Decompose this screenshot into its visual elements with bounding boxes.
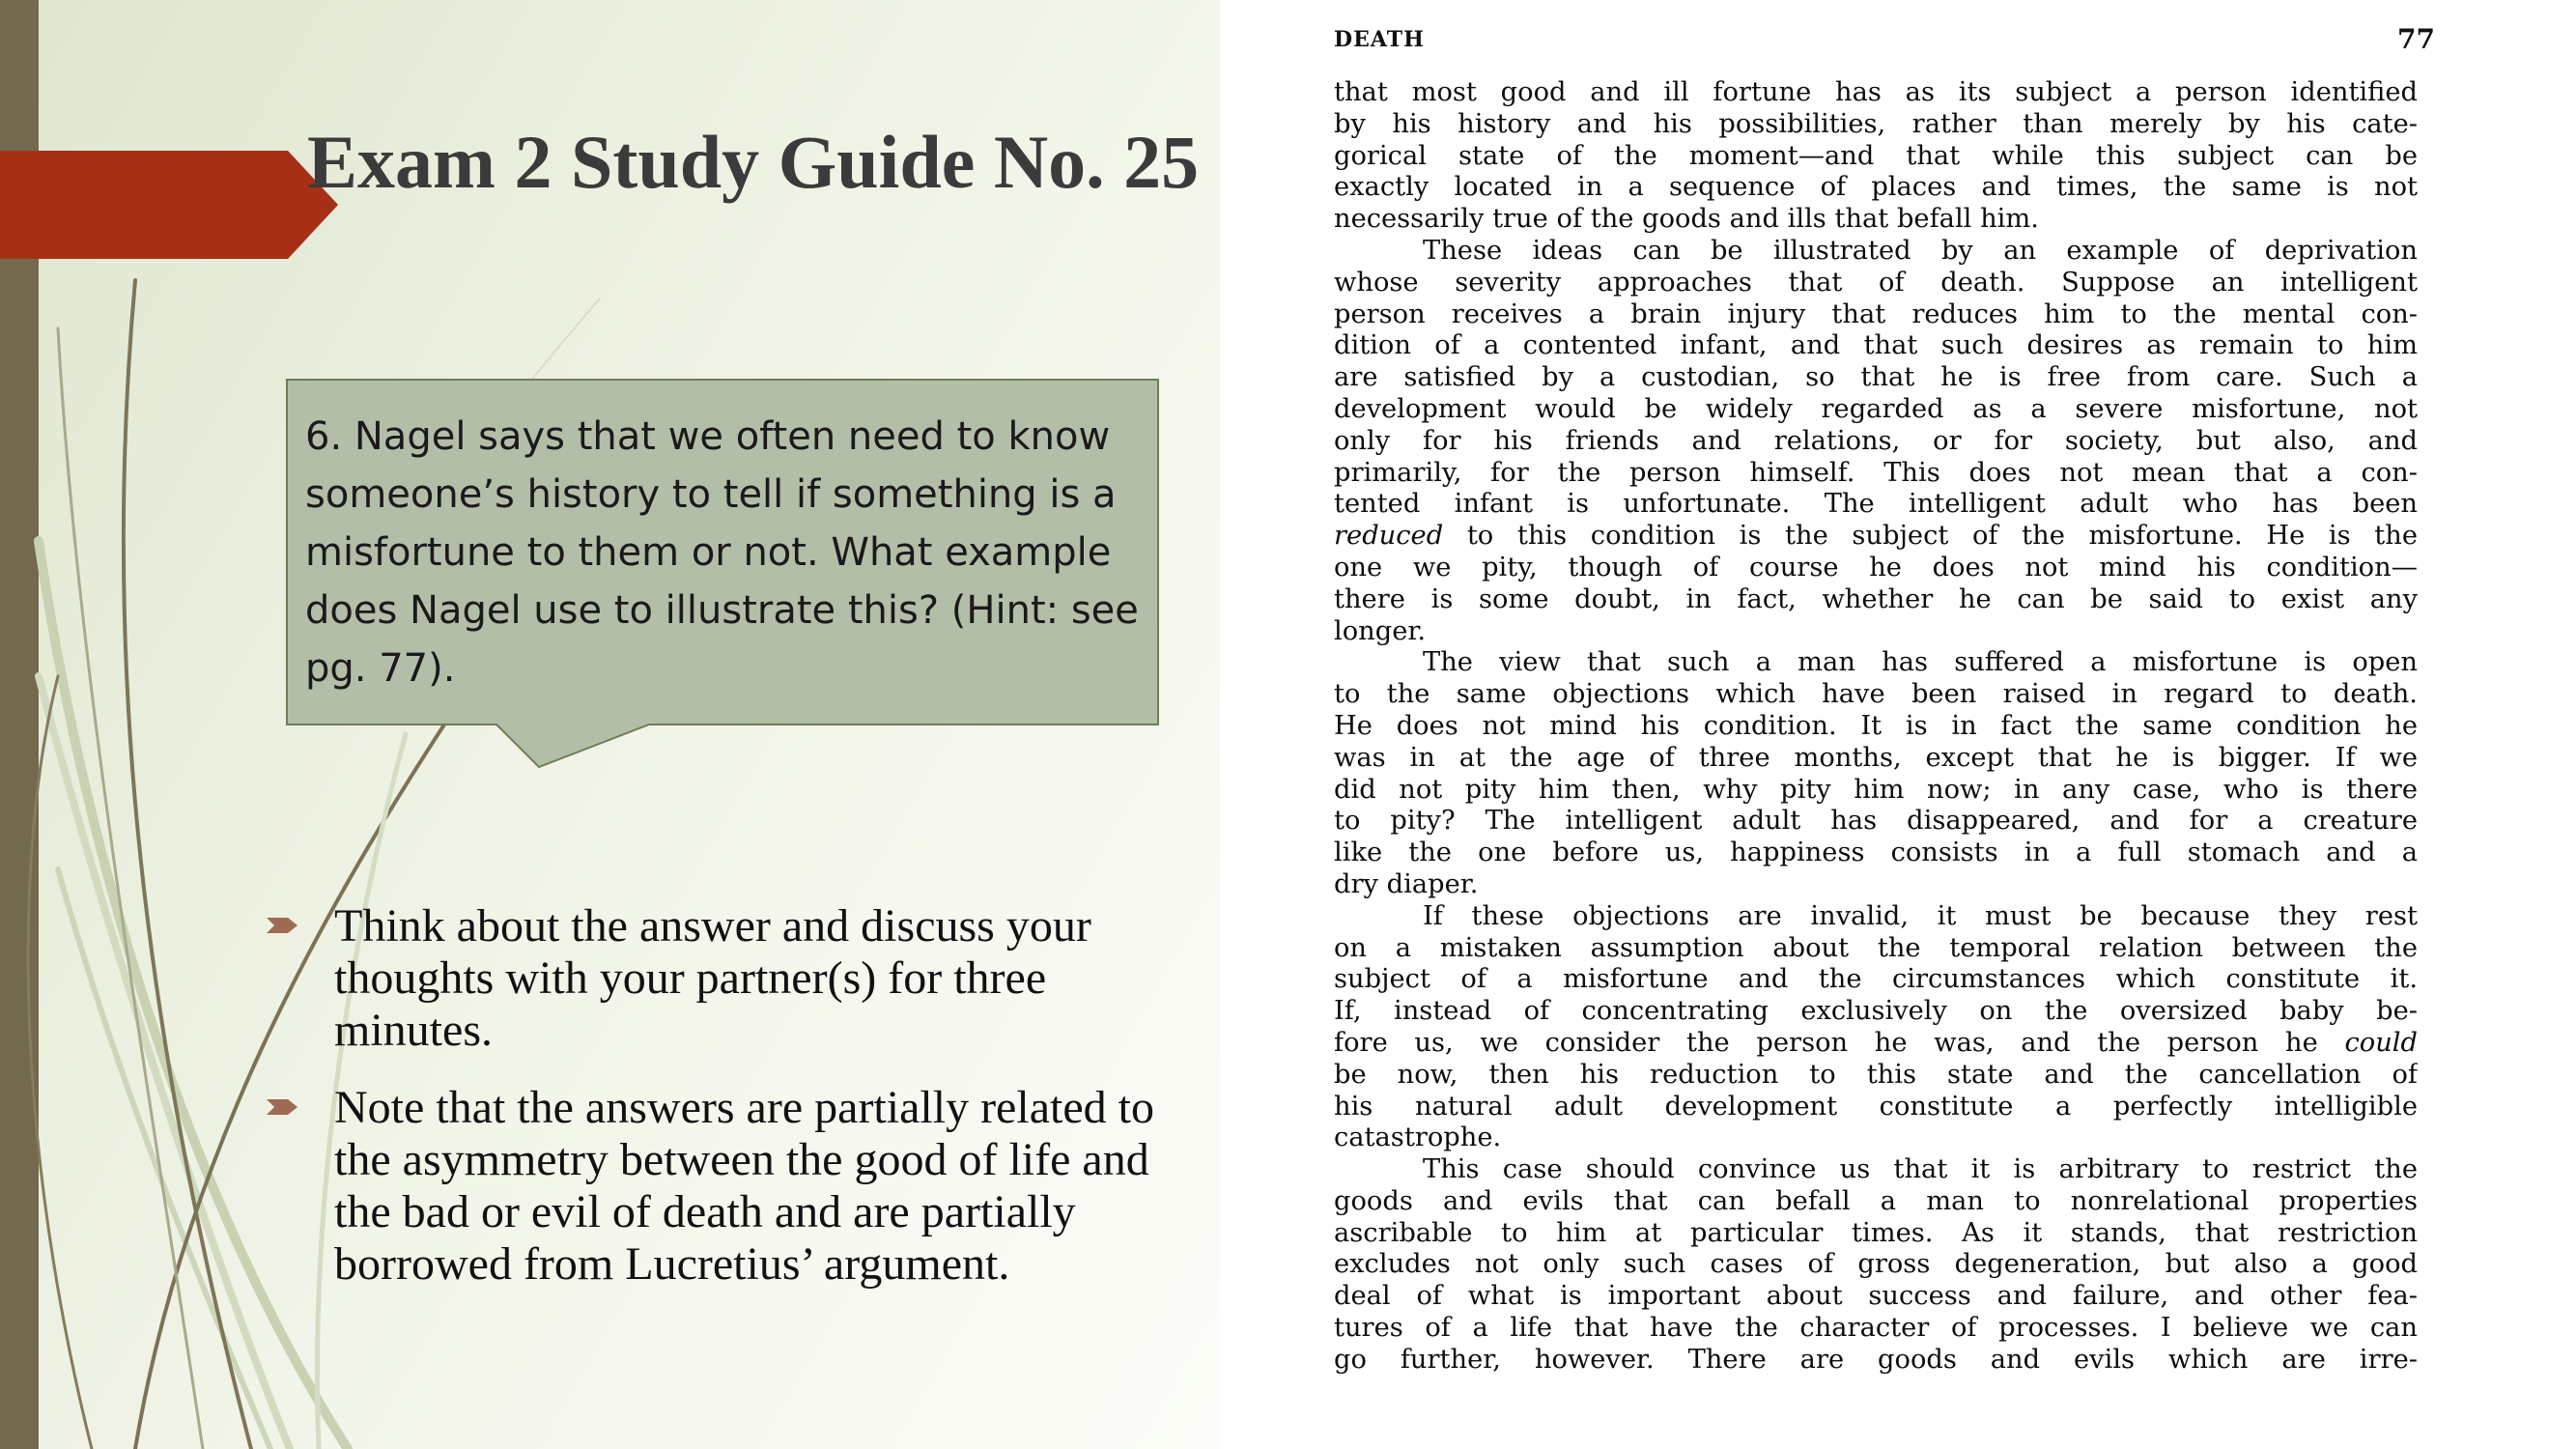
text-line <box>1334 268 2418 299</box>
text-line <box>1334 901 2418 933</box>
book-page-scan <box>1220 0 2576 1449</box>
text-line <box>1334 299 2418 331</box>
text-line <box>1334 204 2418 236</box>
text-line <box>1334 553 2418 584</box>
text-line <box>1334 1313 2418 1345</box>
line-text: longer. <box>1334 615 1427 646</box>
line-text: person receives a brain injury that reduces him to the mental con- <box>1334 298 2418 329</box>
text-line <box>1334 743 2418 775</box>
line-text: go further, however. There are goods and evils which are irre- <box>1334 1344 2418 1375</box>
text-line <box>1334 394 2418 426</box>
line-text: This case should convince us that it is arbitrary to restrict the <box>1423 1154 2418 1185</box>
line-text: to pity? The intelligent adult has disappeared, and for a creature <box>1334 806 2418 837</box>
text-line <box>1334 362 2418 394</box>
text-line <box>1334 1249 2418 1281</box>
line-text: tented infant is unfortunate. The intelligent adult who has been <box>1334 489 2418 520</box>
text-line <box>1334 1218 2418 1250</box>
text-line <box>1334 489 2418 521</box>
bullet-text: Think about the answer and discuss your thoughts with your partner(s) for three minutes. <box>334 900 1091 1056</box>
line-text: to this condition is the subject of the misfortune. He is the <box>1443 521 2418 552</box>
bullet-item <box>261 1082 1198 1291</box>
text-line <box>1334 77 2418 109</box>
text-line <box>1334 1122 2418 1154</box>
line-text: development would be widely regarded as a severe misfortune, not <box>1334 393 2418 424</box>
text-line <box>1334 996 2418 1028</box>
line-text: like the one before us, happiness consists in a full stomach and a <box>1334 838 2418 868</box>
text-line <box>1334 172 2418 204</box>
text-line <box>1334 330 2418 362</box>
line-text: whose severity approaches that of death. Suppose an intelligent <box>1334 267 2418 298</box>
line-text: on a mistaken assumption about the temporal relation between the <box>1334 932 2418 963</box>
bullet-text: Note that the answers are partially related to the asymmetry between the good of life and the bad or evil of death and are partially borrowed from Lucretius’ argument. <box>334 1082 1154 1290</box>
italic-text: reduced <box>1334 521 1444 552</box>
text-line <box>1334 521 2418 553</box>
text-line <box>1334 647 2418 679</box>
line-text: gorical state of the moment—and that while this subject can be <box>1334 140 2418 171</box>
line-text: If these objections are invalid, it must be because they rest <box>1423 900 2418 931</box>
text-line <box>1334 869 2418 901</box>
line-text: ascribable to him at particular times. As it stands, that restriction <box>1334 1217 2418 1248</box>
question-text: 6. Nagel says that we often need to know someone’s history to tell if something is a misfortune to them or not. What example does Nagel use to illustrate this? (Hint: see pg. 77). <box>305 414 1139 691</box>
running-head: DEATH <box>1334 27 1425 52</box>
line-text: If, instead of concentrating exclusively on the oversized baby be- <box>1334 996 2418 1027</box>
text-line <box>1334 1060 2418 1092</box>
text-line <box>1334 1186 2418 1218</box>
text-line <box>1334 775 2418 807</box>
text-line <box>1334 1154 2418 1186</box>
line-text: are satisfied by a custodian, so that he is free from care. Such a <box>1334 362 2418 393</box>
line-text: by his history and his possibilities, rather than merely by his cate- <box>1334 108 2418 139</box>
text-line <box>1334 1281 2418 1313</box>
text-line <box>1334 838 2418 869</box>
text-line <box>1334 458 2418 490</box>
line-text: excludes not only such cases of gross degeneration, but also a good <box>1334 1249 2418 1280</box>
text-line <box>1334 711 2418 743</box>
text-line <box>1334 1092 2418 1123</box>
line-text: These ideas can be illustrated by an example of deprivation <box>1423 235 2418 266</box>
line-text: be now, then his reduction to this state and the cancellation of <box>1334 1059 2418 1090</box>
page-body-text <box>1334 77 2418 1377</box>
line-text: there is some doubt, in fact, whether he can be said to exist any <box>1334 583 2418 614</box>
arrow-bullet-icon <box>267 1095 299 1119</box>
text-line <box>1334 933 2418 965</box>
line-text: his natural adult development constitute a perfectly intelligible <box>1334 1091 2418 1122</box>
italic-text: could <box>2344 1027 2418 1058</box>
text-line <box>1334 679 2418 711</box>
line-text: tures of a life that have the character of processes. I believe we can <box>1334 1313 2418 1344</box>
bullet-list <box>261 900 1198 1316</box>
text-line <box>1334 584 2418 616</box>
text-line <box>1334 616 2418 648</box>
line-text: fore us, we consider the person he was, and the person he <box>1334 1027 2345 1058</box>
text-line <box>1334 1345 2418 1377</box>
line-text: that most good and ill fortune has as its subject a person identified <box>1334 77 2418 107</box>
text-line <box>1334 1028 2418 1060</box>
text-line <box>1334 141 2418 173</box>
text-line <box>1334 109 2418 141</box>
text-line <box>1334 236 2418 268</box>
line-text: to the same objections which have been raised in regard to death. <box>1334 679 2418 710</box>
line-text: exactly located in a sequence of places and times, the same is not <box>1334 172 2418 203</box>
line-text: was in at the age of three months, except that he is bigger. If we <box>1334 742 2418 773</box>
line-text: only for his friends and relations, or for society, but also, and <box>1334 425 2418 456</box>
slide-title: Exam 2 Study Guide No. 25 <box>307 120 1200 204</box>
line-text: catastrophe. <box>1334 1122 1502 1153</box>
page-number: 77 <box>2397 23 2435 55</box>
text-line <box>1334 806 2418 838</box>
line-text: The view that such a man has suffered a misfortune is open <box>1423 647 2418 678</box>
line-text: subject of a misfortune and the circumstances which constitute it. <box>1334 964 2418 995</box>
line-text: He does not mind his condition. It is in fact the same condition he <box>1334 710 2418 741</box>
text-line <box>1334 426 2418 458</box>
arrow-bullet-icon <box>267 914 299 937</box>
line-text: did not pity him then, why pity him now; in any case, who is there <box>1334 774 2418 805</box>
title-red-banner <box>0 151 338 259</box>
slide-left-panel <box>0 0 1220 1449</box>
bullet-item <box>261 900 1198 1057</box>
line-text: one we pity, though of course he does not mind his condition— <box>1334 552 2418 582</box>
line-text: dition of a contented infant, and that such desires as remain to him <box>1334 330 2418 361</box>
line-text: goods and evils that can befall a man to nonrelational properties <box>1334 1185 2418 1216</box>
line-text: necessarily true of the goods and ills that befall him. <box>1334 204 2039 235</box>
text-line <box>1334 964 2418 996</box>
line-text: dry diaper. <box>1334 868 1479 899</box>
line-text: primarily, for the person himself. This does not mean that a con- <box>1334 457 2418 488</box>
page-header <box>1334 23 2435 62</box>
line-text: deal of what is important about success and failure, and other fea- <box>1334 1281 2418 1312</box>
